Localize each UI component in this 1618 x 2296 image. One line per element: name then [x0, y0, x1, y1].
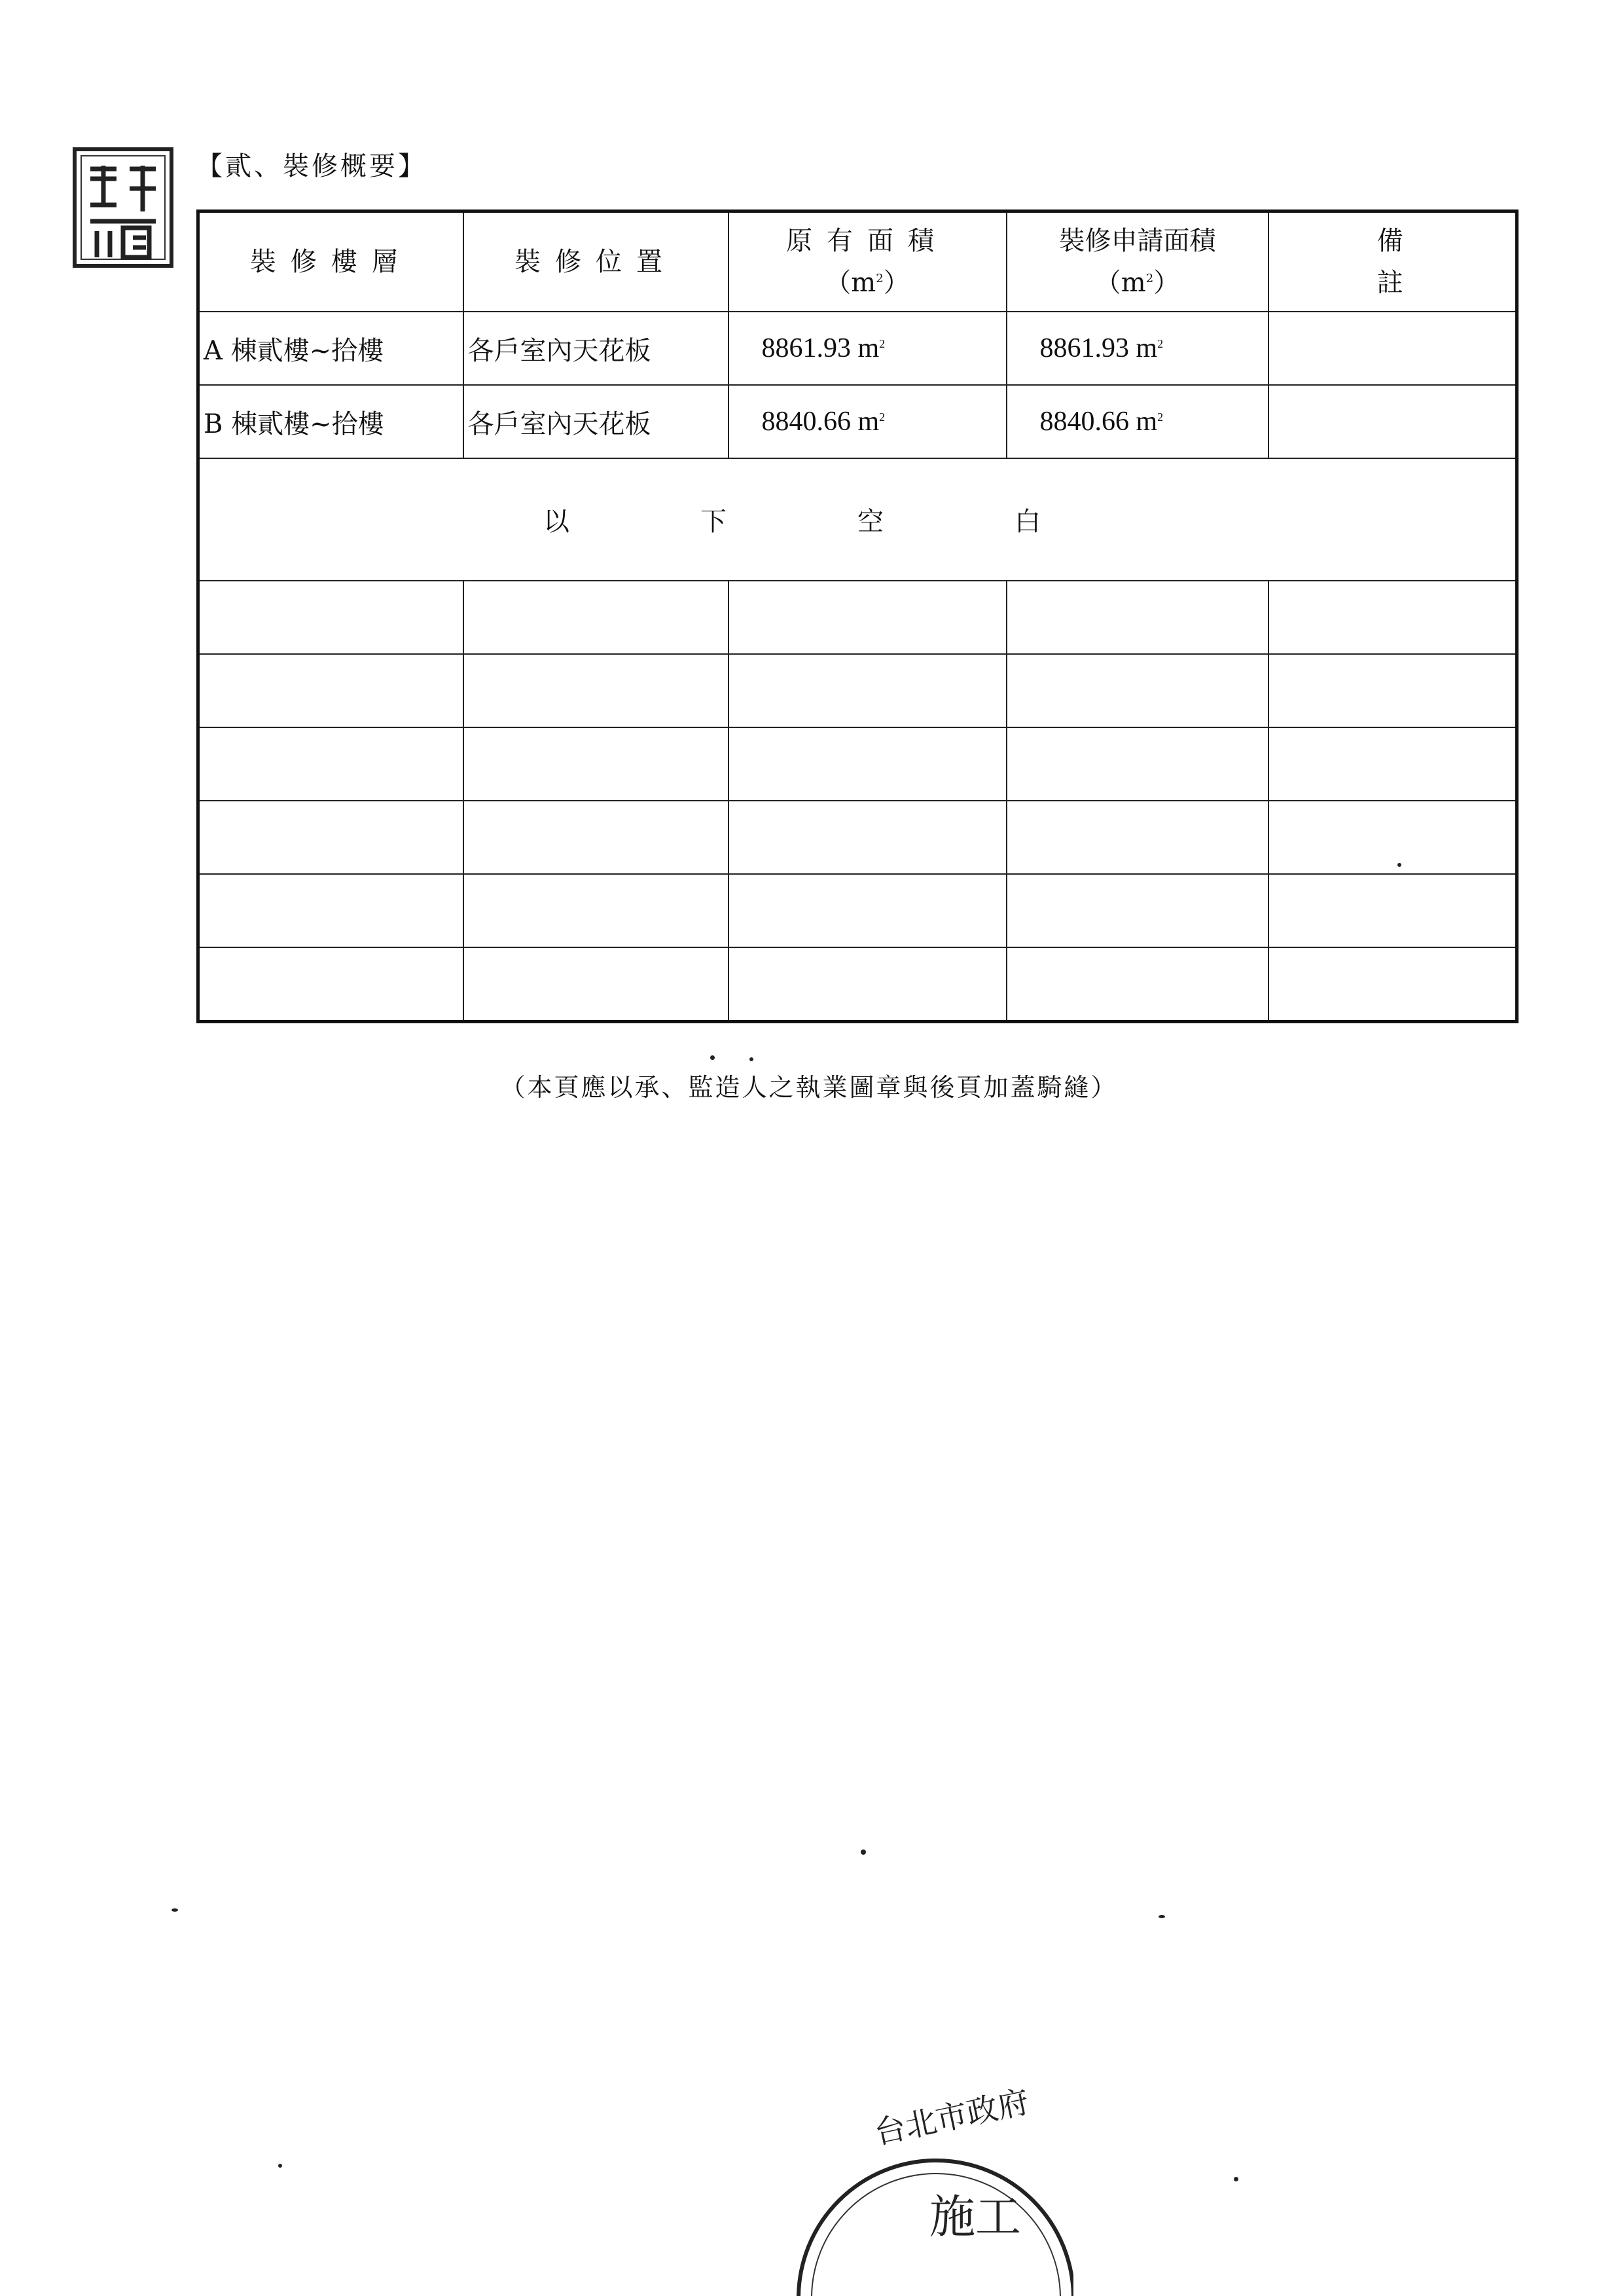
empty-row	[198, 801, 1517, 874]
cell-applied-area: 8840.66 $m^2$	[1007, 385, 1268, 458]
government-round-stamp	[772, 2082, 1073, 2296]
scan-speck	[710, 1055, 715, 1060]
renovation-summary-table	[196, 210, 1519, 1023]
table-header-row	[198, 211, 1517, 312]
empty-row	[198, 727, 1517, 801]
scan-speck	[749, 1057, 753, 1061]
cell-applied-area: 8861.93 $m^2$	[1007, 312, 1268, 385]
scan-speck	[1159, 1915, 1165, 1918]
empty-row	[198, 947, 1517, 1022]
cell-original-area: 8840.66 $m^2$	[728, 385, 1007, 458]
header-original-area	[728, 211, 1007, 312]
header-applied-area-unit: $(m^2)$	[1094, 268, 1180, 298]
table-row	[198, 385, 1517, 458]
stamp-text: 台北市政府	[871, 2083, 1033, 2152]
empty-row	[198, 581, 1517, 654]
cell-floor: B 棟貳樓~拾樓	[198, 385, 463, 458]
table-row	[198, 312, 1517, 385]
scan-speck	[171, 1908, 178, 1912]
blank-note-row	[198, 458, 1517, 581]
cell-location: 各戶室內天花板	[463, 385, 728, 458]
scan-speck	[1234, 2177, 1238, 2181]
scan-speck	[1397, 863, 1401, 867]
empty-row	[198, 654, 1517, 727]
scan-speck	[861, 1850, 866, 1855]
footnote: （本頁應以承、監造人之執業圖章與後頁加蓋騎縫）	[500, 1073, 1118, 1102]
header-remarks: 備註	[1268, 211, 1517, 312]
cell-location: 各戶室內天花板	[463, 312, 728, 385]
square-seal-stamp	[71, 143, 175, 274]
scan-speck	[278, 2164, 282, 2168]
blank-note: 以下空白	[198, 458, 1517, 581]
header-location: 裝修位置	[463, 211, 728, 312]
empty-row	[198, 874, 1517, 947]
header-floor: 裝修樓層	[198, 211, 463, 312]
cell-remarks	[1268, 312, 1517, 385]
stamp-partial-text: 施工	[929, 2190, 1021, 2244]
cell-original-area: 8861.93 $m^2$	[728, 312, 1007, 385]
cell-floor: A 棟貳樓~拾樓	[198, 312, 463, 385]
header-original-area-label: 原有面積	[786, 226, 948, 256]
section-heading: 【貳、裝修概要】	[196, 151, 427, 181]
cell-remarks	[1268, 385, 1517, 458]
header-applied-area	[1007, 211, 1268, 312]
header-original-area-unit: $(m^2)$	[825, 268, 910, 298]
header-applied-area-label: 裝修申請面積	[1058, 226, 1216, 256]
